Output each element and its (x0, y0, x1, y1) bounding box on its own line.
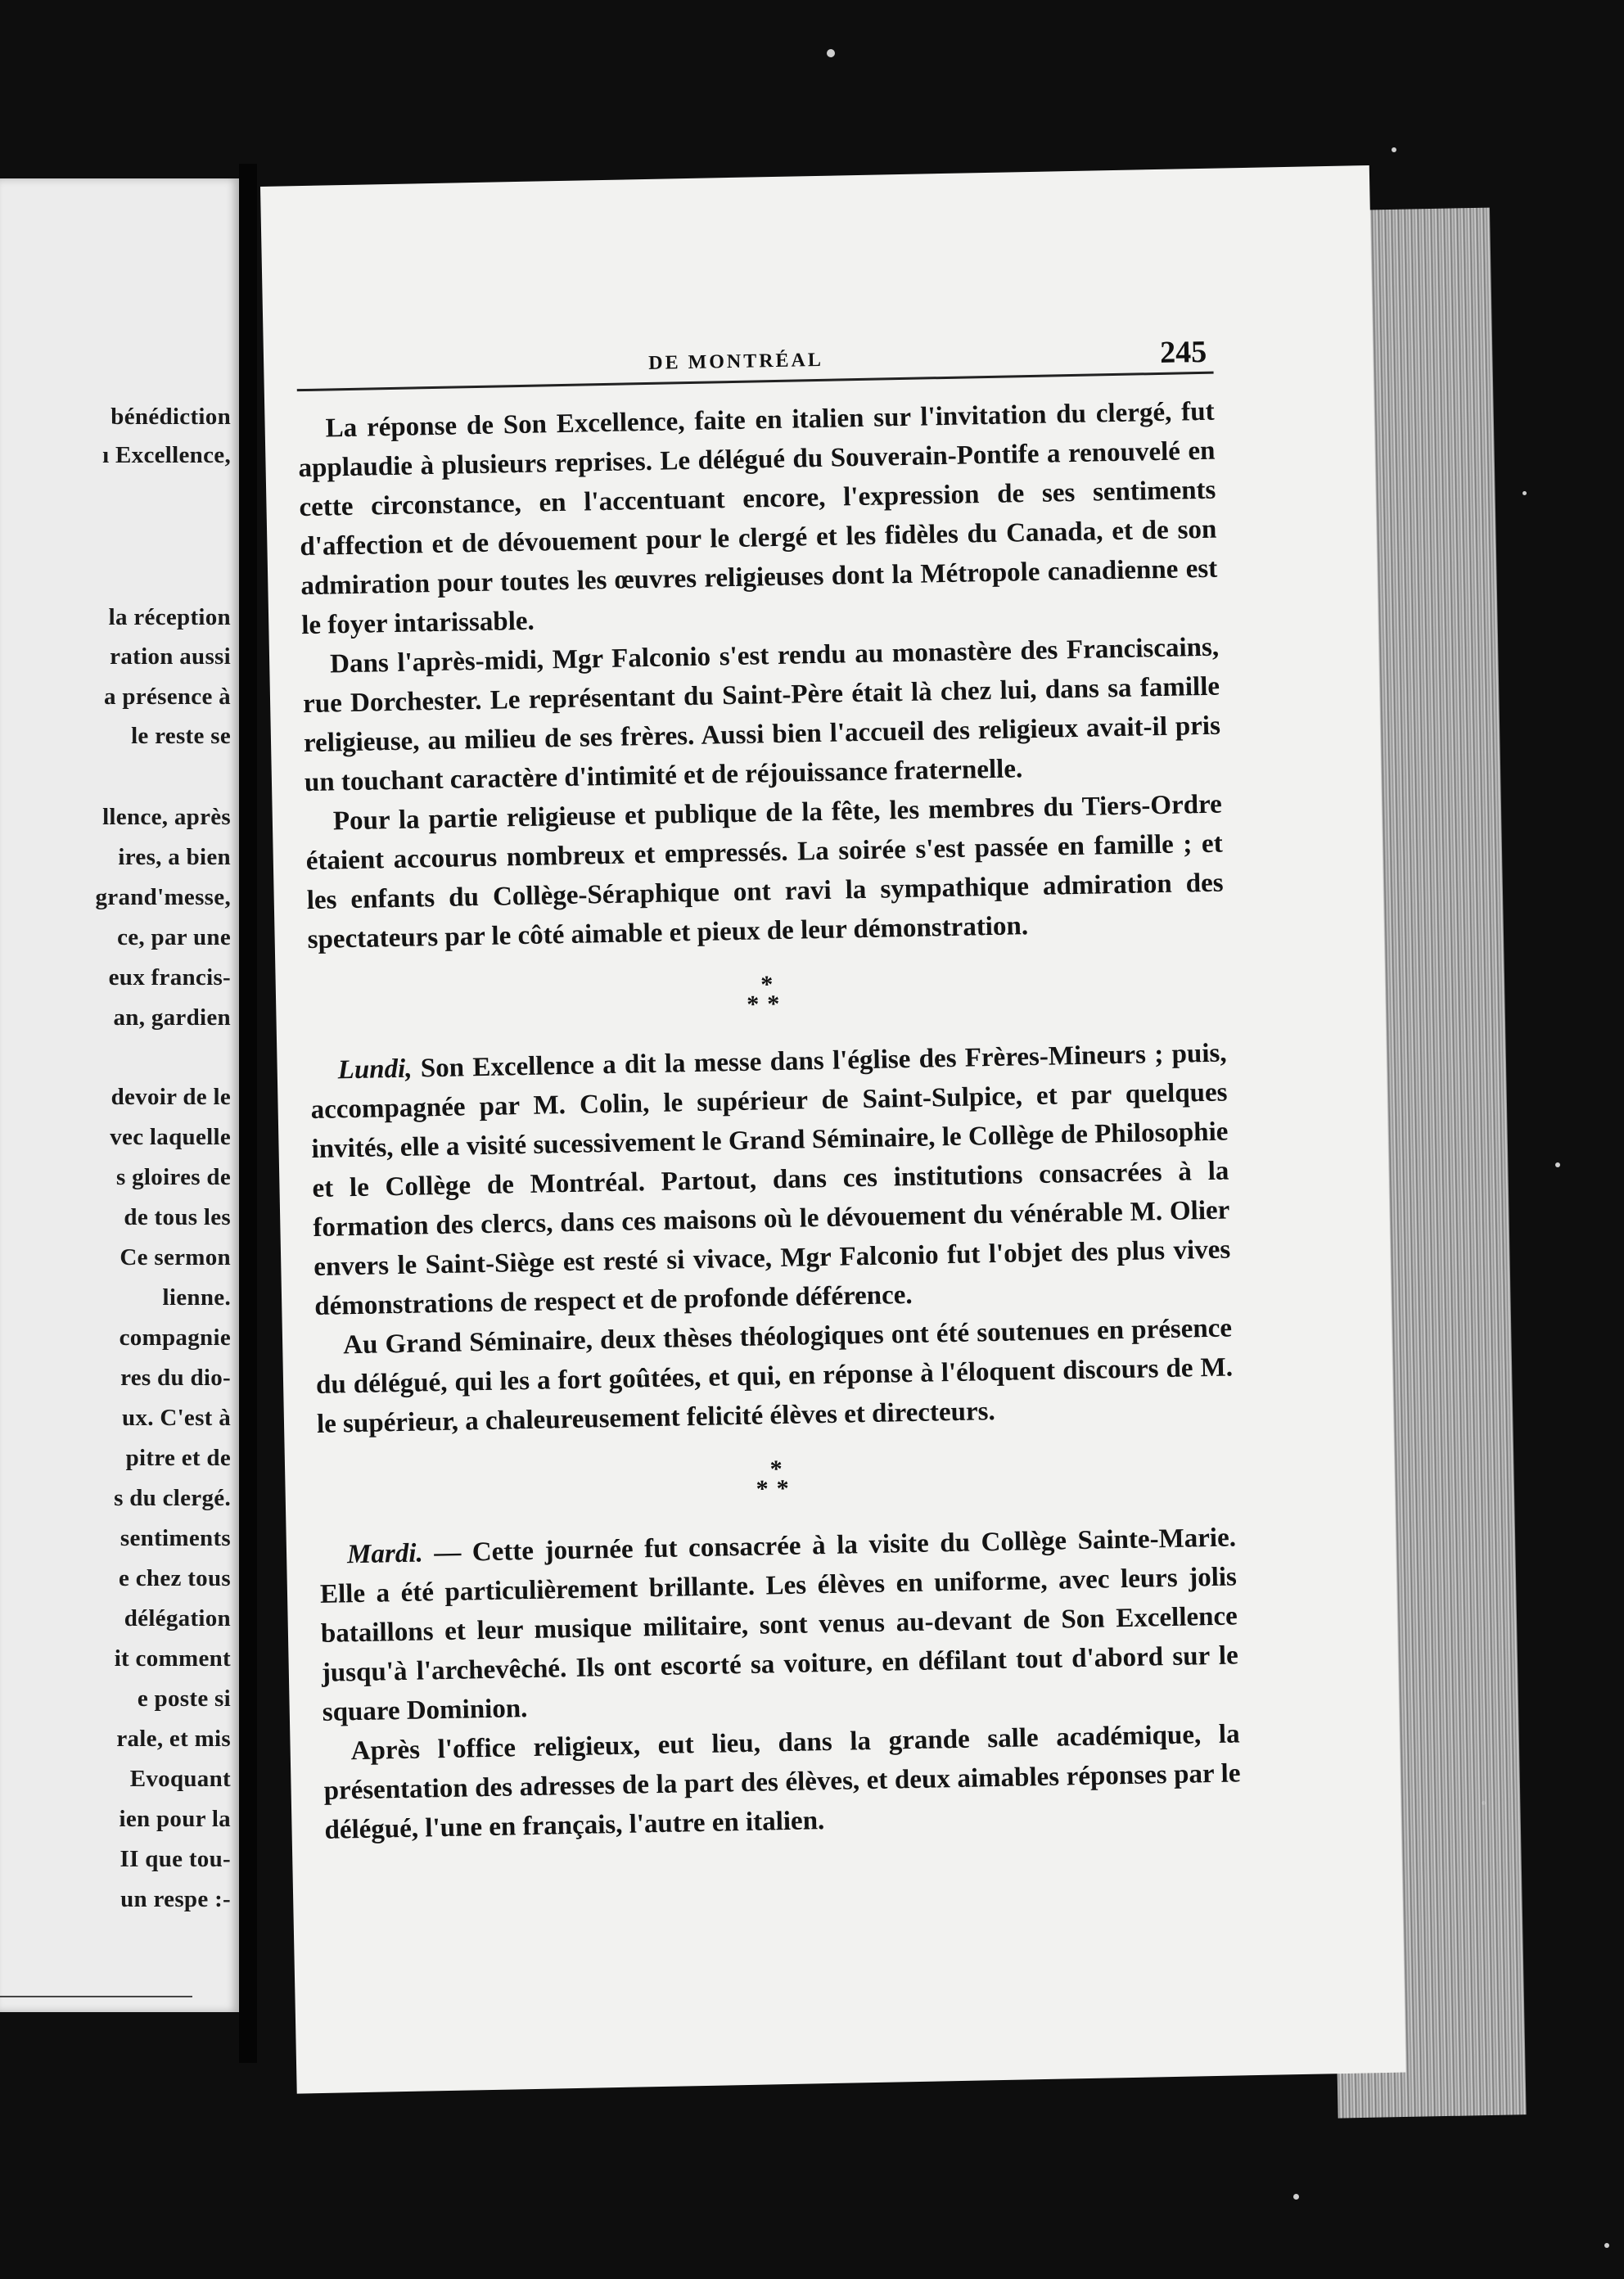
left-line: Ce sermon (120, 1244, 231, 1270)
left-line: vec laquelle (110, 1124, 231, 1150)
left-facing-page (0, 178, 239, 2012)
paragraph-text: — Cette journée fut consacrée à la visite du Collège Sainte-Marie. Elle a été particulièrement brillante. Les élèves en uniforme, avec leurs jolis bataillons et leur musique militaire, sont venus au-devant de Son Excellence jusqu'à l'archevêché. Ils ont escorté sa voiture, en défilant tout d'abord sur le square Dominion. (319, 1523, 1239, 1727)
asterism-top: * (769, 1455, 783, 1483)
scan-speck (1392, 147, 1396, 152)
left-line: res du dio- (120, 1365, 231, 1391)
left-line: délégation (124, 1605, 231, 1631)
scan-speck (827, 49, 835, 57)
page-text-block (296, 324, 1242, 1850)
scan-speck (1555, 1162, 1560, 1167)
paragraph: Dans l'après-midi, Mgr Falconio s'est rendu au monastère des Franciscains, rue Dorchester. Le représentant du Saint-Père était là chez lui, dans sa famille religieuse, au milieu de ses frères. Aussi bien l'accueil des religieux avait-il pris un touchant caractère d'intimité et de réjouissance fraternelle. (302, 632, 1221, 798)
left-line: llence, après (102, 804, 231, 830)
paragraph-mardi (319, 1518, 1239, 1731)
left-line: e poste si (137, 1686, 231, 1712)
scan-speck (1522, 491, 1527, 495)
left-line: grand'messe, (95, 884, 231, 910)
book-gutter (239, 164, 257, 2063)
left-line: ce, par une (117, 924, 231, 950)
left-line: un respe :- (120, 1886, 231, 1912)
section-separator (309, 967, 1226, 1023)
left-line: eux francis- (108, 964, 231, 991)
asterism-bottom: ** (746, 990, 788, 1018)
section-separator (318, 1451, 1235, 1507)
running-header-title: DE MONTRÉAL (647, 349, 824, 374)
left-line: e chez tous (119, 1565, 231, 1591)
day-label: Mardi. (346, 1538, 424, 1570)
left-line: compagnie (119, 1325, 231, 1351)
scan-speck (1293, 2194, 1299, 2200)
paragraph: Au Grand Séminaire, deux thèses théologiques ont été soutenues en présence du délégué, qui les a fort goûtées, et qui, en réponse à l'éloquent discours de M. le supérieur, a chaleureusement felicité élèves et directeurs. (315, 1313, 1234, 1439)
left-bottom-rule (0, 1996, 192, 1997)
scan-speck (1604, 2243, 1609, 2248)
page-number: 245 (1159, 334, 1207, 370)
left-line: ux. C'est à (122, 1405, 231, 1431)
paragraph: Après l'office religieux, eut lieu, dans la grande salle académique, la présentation des adresses de la part des élèves, et deux aimables réponses par le délégué, l'une en français, l'autre en italien. (323, 1719, 1241, 1845)
paragraph: Pour la partie religieuse et publique de la fête, les membres du Tiers-Ordre étaient accourus nombreux et empressés. La soirée s'est passée en famille ; et les enfants du Collège-Séraphique ont ravi la sympathique admiration des spectateurs par le côté aimable et pieux de leur démonstration. (305, 789, 1224, 955)
left-line: sentiments (120, 1525, 231, 1551)
left-line: ı Excellence, (102, 442, 231, 468)
left-line: pitre et de (125, 1445, 231, 1471)
left-line: le reste se (131, 723, 231, 749)
left-line: Evoquant (129, 1766, 231, 1792)
left-line: s du clergé. (114, 1485, 231, 1511)
left-line: s gloires de (115, 1164, 231, 1190)
left-line: la réception (108, 604, 231, 630)
day-label: Lundi, (337, 1054, 413, 1085)
paragraph-lundi (309, 1034, 1231, 1326)
left-line: it comment (114, 1645, 231, 1672)
left-line: rale, et mis (116, 1726, 231, 1752)
left-line: de tous les (124, 1204, 231, 1230)
paragraph-text: Son Excellence a dit la messe dans l'église des Frères-Mineurs ; puis, accompagnée par M. Colin, le supérieur de Saint-Sulpice, et par quelques invités, elle a visité sucessivement le Grand Séminaire, le Collège de Philosophie et le Collège de Montréal. Partout, dans ces institutions consacrées à la formation des clercs, dans ces maisons où le dévouement du vénérable M. Olier envers le Saint-Siège est resté si vivace, Mgr Falconio fut l'objet des plus vives démonstrations de respect et de profonde déférence. (310, 1038, 1231, 1321)
asterism-bottom: ** (756, 1474, 797, 1503)
left-line: a présence à (103, 684, 231, 710)
left-line: II que tou- (120, 1846, 231, 1872)
asterism-top: * (760, 971, 774, 999)
left-line: ien pour la (119, 1806, 231, 1832)
left-line: ration aussi (110, 643, 231, 670)
left-line: lienne. (162, 1284, 231, 1311)
left-line: ires, a bien (118, 844, 231, 870)
running-header (296, 324, 1214, 391)
right-page (260, 165, 1405, 2094)
paragraph: La réponse de Son Excellence, faite en italien sur l'invitation du clergé, fut applaudie à plusieurs reprises. Le délégué du Souverain-Pontife a renouvelé en cette circonstance, en l'accentuant encore, l'expression de ses sentiments d'affection et de dévouement pour le clergé et les fidèles du Canada, et de son admiration pour toutes les œuvres religieuses dont la Métropole canadienne est le foyer intarissable. (298, 396, 1218, 641)
left-line: devoir de le (111, 1084, 231, 1110)
left-line: bénédiction (111, 404, 231, 430)
left-line: an, gardien (113, 1004, 231, 1031)
